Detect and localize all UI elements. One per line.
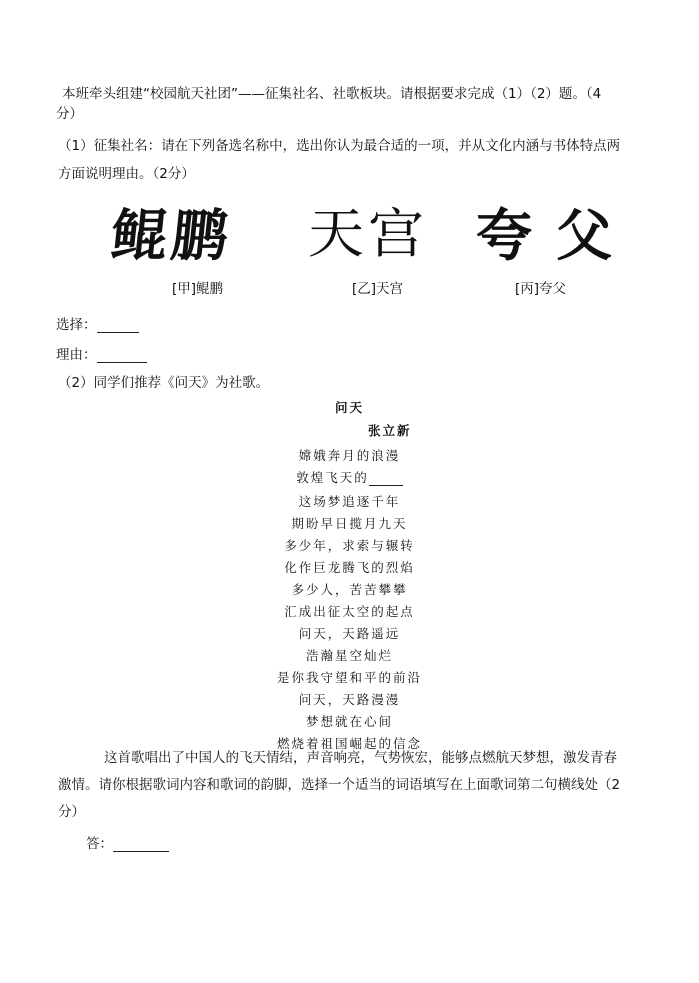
- caption-jia: [甲]鲲鹏: [172, 281, 224, 297]
- poem-line-8: 汇成出征太空的起点: [284, 604, 415, 619]
- poem-author: 张立新: [368, 423, 412, 438]
- calligraphy-option-bing: 夸父: [476, 203, 636, 269]
- poem-line-13: 梦想就在心间: [305, 714, 393, 729]
- choice-label: 选择：: [56, 317, 97, 333]
- poem-line-4: 期盼早日揽月九天: [291, 516, 408, 531]
- caption-bing: [丙]夸父: [515, 281, 567, 297]
- calligraphy-option-yi: 天宫: [308, 203, 428, 266]
- question-1-line2: 方面说明理由。（2分）: [58, 166, 195, 182]
- poem-line-14: 燃烧着祖国崛起的信念: [276, 736, 422, 751]
- calligraphy-option-jia: 鲲鹏: [108, 203, 236, 269]
- question-2-desc-line3: 分）: [58, 804, 85, 820]
- poem-line-6: 化作巨龙腾飞的烈焰: [284, 560, 415, 575]
- poem-line-3: 这场梦追逐千年: [298, 494, 401, 509]
- question-2-desc-line2: 激情。请你根据歌词内容和歌词的韵脚，选择一个适当的词语填写在上面歌词第二句横线处（2: [58, 777, 621, 793]
- poem-line-2: [0, 468, 699, 486]
- poem-line-2-text: 敦煌飞天的: [296, 470, 369, 485]
- poem-line-9: 问天，天路遥远: [298, 626, 401, 641]
- reason-answer-blank[interactable]: [97, 350, 147, 363]
- reason-label: 理由：: [56, 347, 97, 363]
- question-2-desc-line1: 这首歌唱出了中国人的飞天情结，声音响亮，气势恢宏，能够点燃航天梦想，激发青春: [104, 750, 617, 766]
- answer-row: [86, 832, 169, 852]
- choice-row: [56, 313, 139, 333]
- poem-title: 问天: [334, 400, 364, 415]
- intro-text-line2: 分）: [56, 106, 83, 122]
- answer-label: 答：: [86, 836, 113, 852]
- answer-blank[interactable]: [113, 839, 169, 852]
- poem-line-5: 多少年，求索与辗转: [284, 538, 415, 553]
- question-2-line: （2）同学们推荐《问天》为社歌。: [58, 375, 270, 391]
- poem-line-7: 多少人，苦苦攀攀: [291, 582, 408, 597]
- poem-line-11: 是你我守望和平的前沿: [276, 670, 422, 685]
- choice-answer-blank[interactable]: [97, 320, 139, 333]
- question-1-line1: （1）征集社名：请在下列备选名称中，选出你认为最合适的一项，并从文化内涵与书体特点两: [58, 138, 621, 154]
- poem-line-12: 问天，天路漫漫: [298, 692, 401, 707]
- caption-yi: [乙]天宫: [352, 281, 404, 297]
- reason-row: [56, 343, 147, 363]
- intro-text-line1: 本班牵头组建“校园航天社团”——征集社名、社歌板块。请根据要求完成（1）（2）题。（4: [62, 86, 602, 102]
- poem-line-1: 嫦娥奔月的浪漫: [298, 448, 401, 463]
- poem-fill-blank[interactable]: [369, 473, 403, 486]
- poem-line-10: 浩瀚星空灿烂: [305, 648, 393, 663]
